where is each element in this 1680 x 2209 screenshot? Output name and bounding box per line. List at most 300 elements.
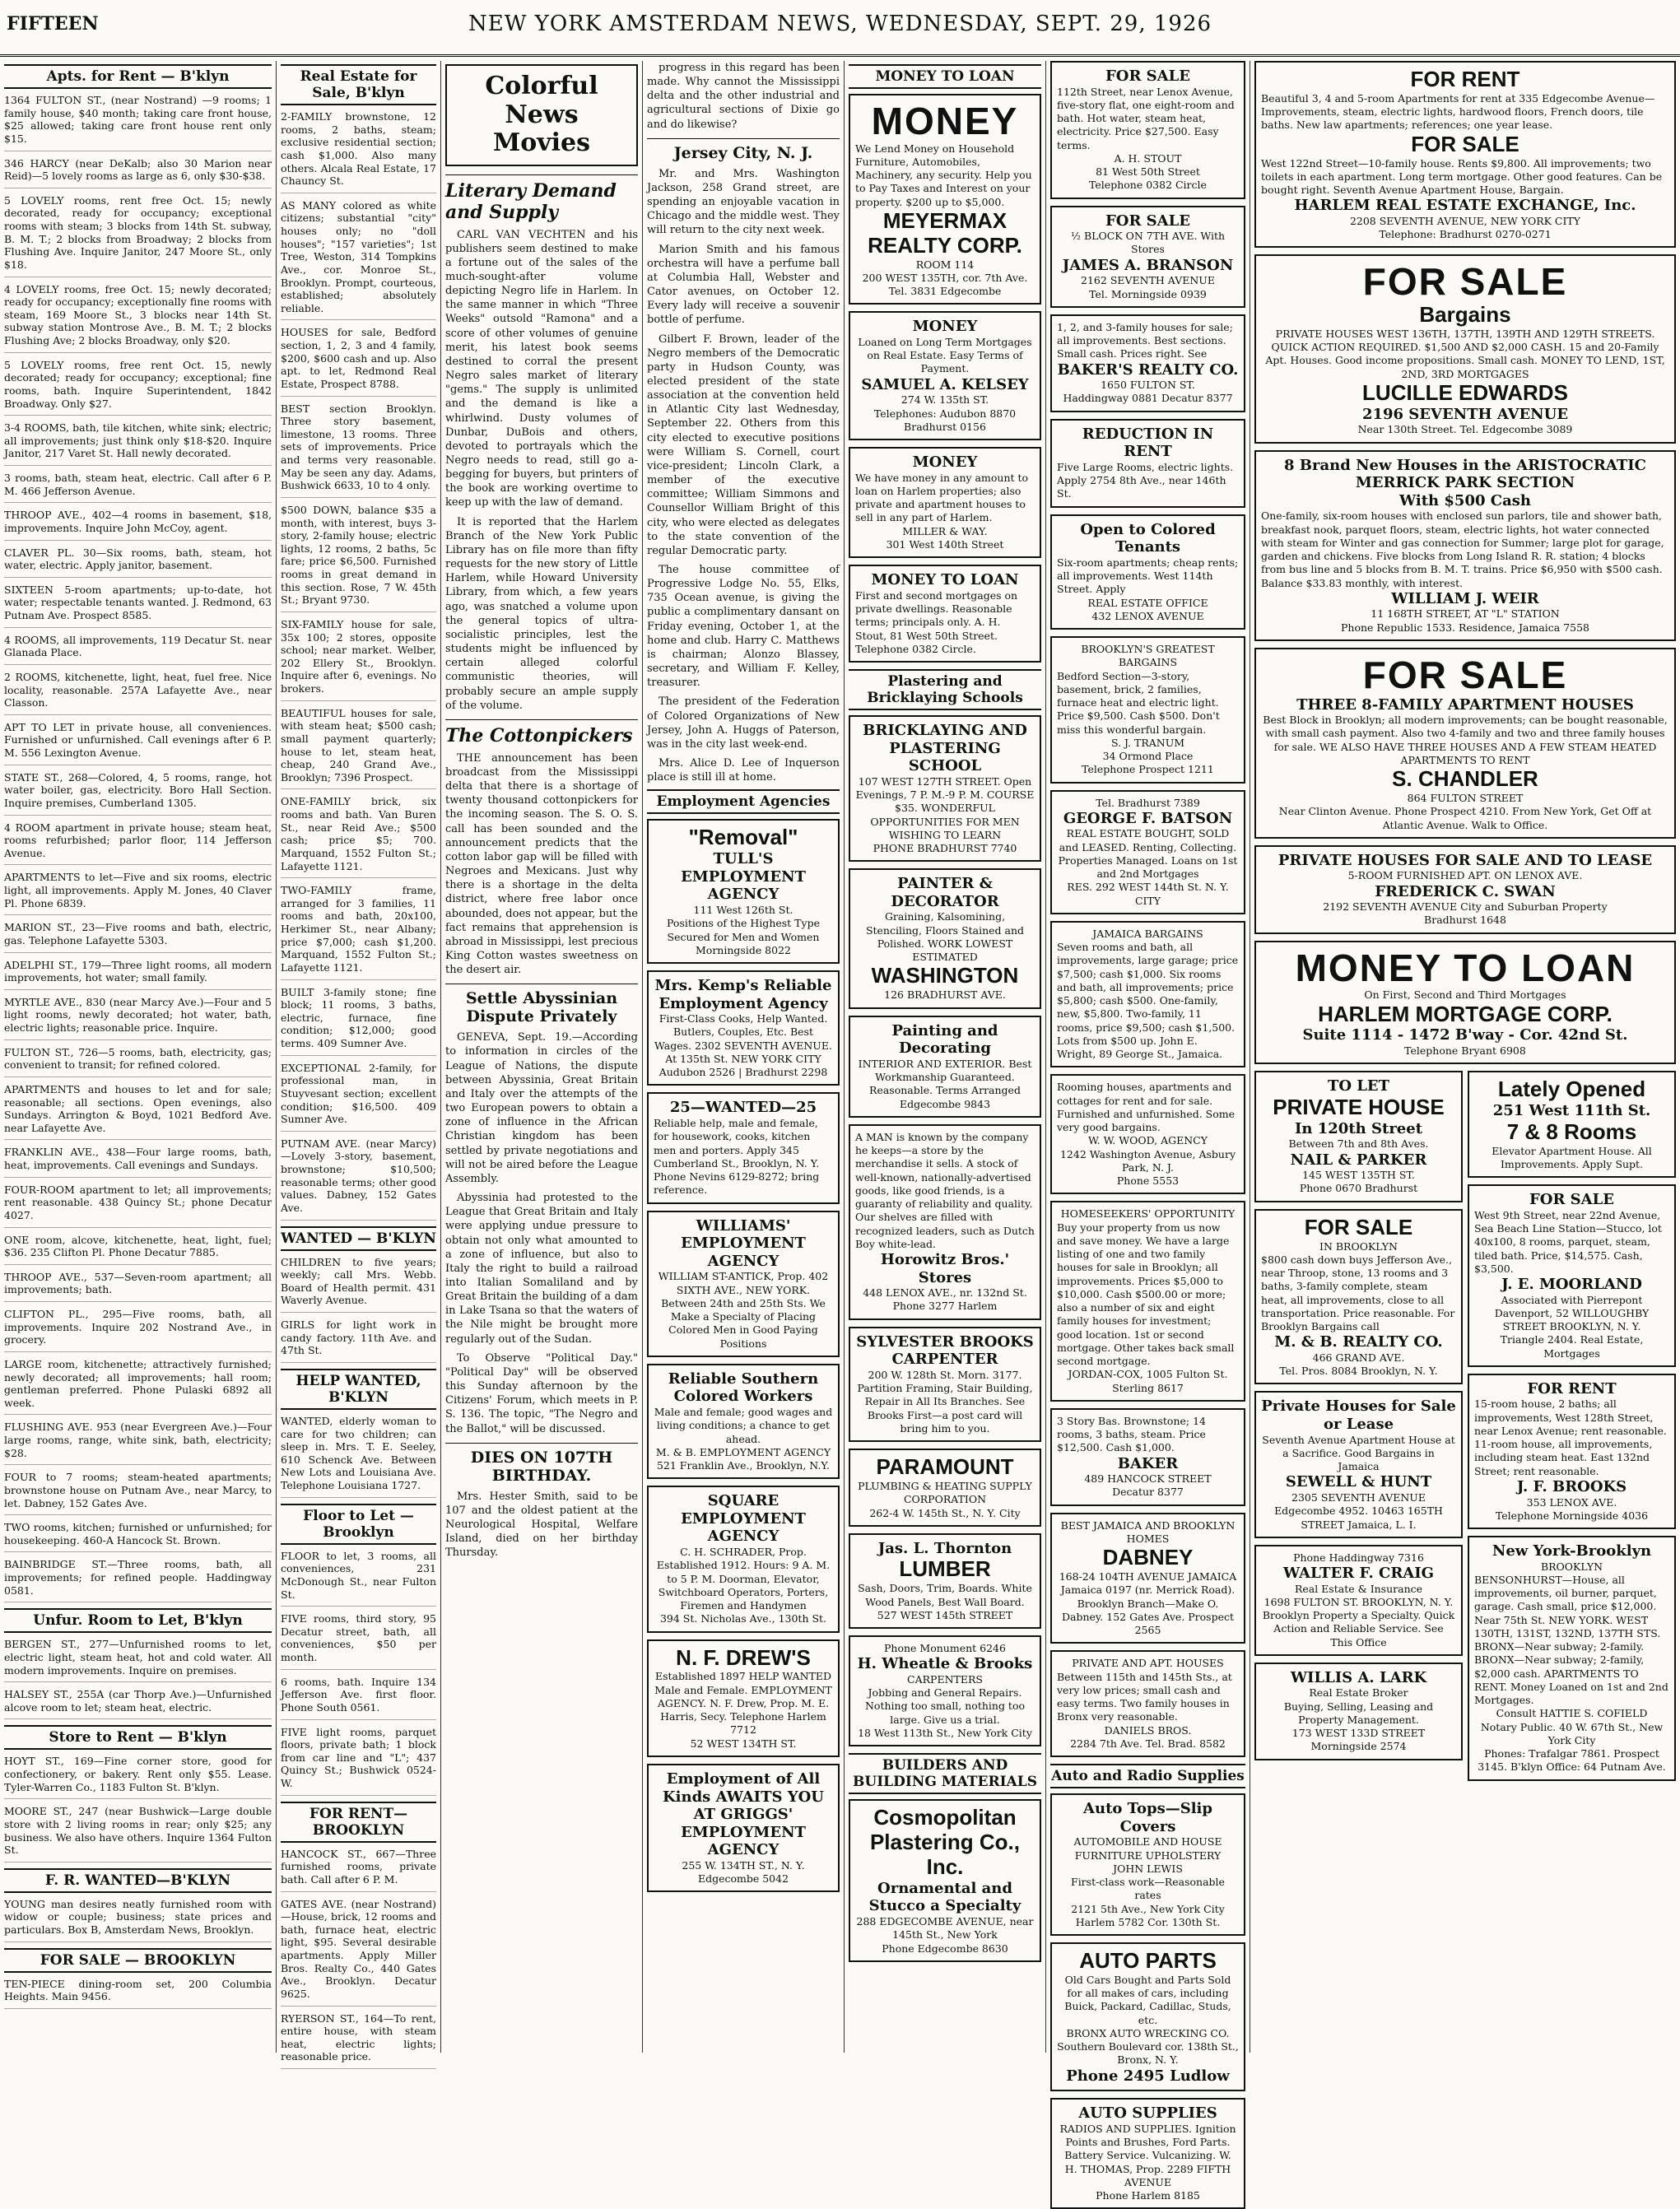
ad-address: 1650 FULTON ST. [1101,379,1195,392]
ad-name: SAMUEL A. KELSEY [861,375,1029,393]
ad-name: MEYERMAX REALTY CORP. [868,207,1022,258]
ad-address: 52 WEST 134TH ST. [690,1737,797,1750]
ad-phone: Phones: Trafalgar 7861. Prospect 3145. B'klyn Office: 64 Putnam Ave. [1478,1747,1666,1774]
ad-sub: First-class work—Reasonable rates [1071,1876,1225,1902]
ad-title: MONEY [912,453,978,472]
classified-ad: 346 HARCY (near DeKalb; also 30 Marion near Reid)—5 lovely rooms as large as 6, only $30-$38. [4,157,272,188]
section-header: FOR RENT—BROOKLYN [281,1802,436,1843]
ad-title: SYLVESTER BROOKS CARPENTER [856,1332,1034,1369]
ad-name: SEWELL & HUNT [1285,1473,1432,1491]
stout-loan-ad [849,565,1041,663]
classified-ad: FIVE light rooms, parquet floors, private bath; 1 block from car line and "L"; 437 Quincy St.; Bushwick 0524-W. [281,1726,436,1796]
ad-title: Private Houses for Sale or Lease [1261,1397,1456,1434]
classified-ad: GATES AVE. (near Nostrand)—House, brick, 12 rooms and bath, furnace heat, electric light, $95. Several desirable apartments. Apply Miller Bros. Realty Co., 440 Gates Ave., Brooklyn. Decatur 9625. [281,1898,436,2007]
classified-ad: LARGE room, kitchenette; attractively furnished; newly decorated; all improvements; hall room; gentleman preferred. Phone Pulaski 6892 all week. [4,1358,272,1416]
ad-address: Suite 1114 - 1472 B'way - Cor. 42nd St. [1302,1026,1628,1044]
ad-list [4,1638,272,1719]
article-paragraph: Mr. and Mrs. Washington Jackson, 258 Grand street, are spending an enjoyable vacation in Chicago and the middle west. They will return to the city next week. [647,167,840,237]
article-paragraph: To Observe "Political Day." "Political Day" will be observed this Sunday afternoon by the Citizens' Forum, which meets in P. S. 136. The topic, "The Negro and the Ballot," will be discussed. [445,1351,638,1435]
ad-address: 255 W. 134TH ST., N. Y. [682,1858,805,1872]
ad-title: MONEY [912,318,978,336]
headline-line-1: Colorful News [485,72,598,129]
section-header: Floor to Let — Brooklyn [281,1504,436,1545]
jordan-cox-ad [1050,1201,1245,1402]
subheading: Literary Demand and Supply [445,174,638,223]
wanted-ad [647,1092,840,1203]
ad-title: Auto Tops—Slip Covers [1083,1800,1212,1835]
ad-address: 200 WEST 135TH, cor. 7th Ave. [862,271,1028,284]
ad-address: RES. 292 WEST 144th St. N. Y. CITY [1067,881,1229,907]
ad-text: Buying, Selling, Leasing and Property Management. [1283,1700,1434,1726]
ad-name: BAKER'S REALTY CO. [1057,360,1239,379]
ad-list [4,1755,272,1862]
ad-list [281,1848,436,2069]
ad-address: 34 Ormond Place [1102,750,1194,762]
ad-address: 2305 SEVENTH AVENUE [1291,1491,1426,1504]
ad-name: Consult HATTIE S. COFIELD [1496,1707,1648,1720]
ad-text: First and second mortgages on private dwellings. Reasonable terms; principals only. A. H. Stout, 81 West 50th Street. Telephone 0382 Circle. [855,588,1018,655]
ad-list [4,1898,272,1942]
auto-tops-ad [1050,1793,1245,1936]
ad-phone: Phone Haddingway 7316 [1293,1551,1424,1564]
ad-phone: Telephone: Bradhurst 0270-0271 [1379,228,1552,241]
ad-text: 112th Street, near Lenox Avenue, five-story flat, one eight-room and bath. Hot water, steam heat, electricity. Price $27,500. Easy terms. [1057,85,1235,151]
ad-name: NAIL & PARKER [1290,1151,1427,1169]
ad-phone: Phone 3277 Harlem [892,1300,998,1313]
ad-text: Loaned on Long Term Mortgages on Real Estate. Easy Terms of Payment. [858,335,1032,375]
ad-address: 126 BRADHURST AVE. [884,988,1006,1002]
classified-ad: APT TO LET in private house, all conveniences. Furnished or unfurnished. Call evenings after 6 P. M. 556 Lexington Avenue. [4,721,272,765]
ad-title: New York-Brooklyn [1492,1542,1652,1560]
ad-title: Reliable Southern Colored Workers [668,1370,819,1406]
classified-ad: BUILT 3-family stone; fine block; 11 rooms, 3 baths, electric, furnace, fine condition; $12,000; good terms. 409 Sumner Ave. [281,986,436,1056]
ad-text: Five Large Rooms, electric lights. Apply 2754 8th Ave., near 146th St. [1057,460,1234,500]
classified-ad: 3-4 ROOMS, bath, tile kitchen, white sink; electric; all improvements; just think only $18-$20. Inquire Janitor, 217 Varet St. Hall newly decorated. [4,421,272,466]
ad-text: In 120th Street [1294,1119,1423,1137]
article-paragraph: THE announcement has been broadcast from the Mississippi delta that there is a shortage of twenty thousand cottonpickers for the incoming season. The S. O. S. call has been sounded and the announcement predicts that the cotton labor gap will be filled with Negroes and Mexicans. Just why there is a shortage in the delta district, where free labor once abounded, does not appear, but the fact remains that apprehension is abroad in Mississippi, lest precious King Cotton wastes sweetness on the desert air. [445,751,638,977]
lark-ad [1254,1663,1463,1760]
ad-title: AUTO PARTS [1079,1948,1217,1974]
ad-phone: Edgecombe 4952. 10463 165TH STREET Jamaica, L. I. [1274,1504,1443,1531]
ad-address: 353 LENOX AVE. [1526,1495,1617,1509]
ad-phone: Audubon 2526 | Bradhurst 2298 [659,1066,828,1079]
ad-title: Jas. L. Thornton [877,1539,1012,1557]
subheading: DIES ON 107TH BIRTHDAY. [445,1443,638,1485]
dabney-ad [1050,1513,1245,1644]
ad-text: We Lend Money on Household Furniture, Automobiles, Machinery, any security. Help you to Pay Taxes and Interest on your property. $200 up to $5,000. [855,142,1032,208]
ad-title: FOR SALE [1105,67,1191,85]
ad-title: Open to Colored Tenants [1080,520,1216,556]
ad-title: Cosmopolitan Plastering Co., Inc. [869,1805,1021,1879]
kemps-agency-ad [647,970,840,1086]
ad-address: 18 West 113th St., New York City [858,1726,1032,1739]
ad-list [281,1415,436,1498]
painter-decorator-ad [849,868,1041,1008]
ad-title: FOR SALE [1362,653,1568,696]
cosmopolitan-ad [849,1799,1041,1962]
paragraphs [445,1490,638,1560]
ad-address: 466 GRAND AVE. [1312,1351,1405,1364]
ad-text: 107 WEST 127TH STREET. Open Evenings, 7 P. M.-9 P. M. COURSE $35. WONDERFUL OPPORTUNITIES FOR MEN WISHING TO LEARN [855,774,1035,841]
meyermax-ad [849,94,1041,305]
ad-name: JOHN LEWIS [1113,1862,1183,1875]
miller-way-ad [849,447,1041,558]
ad-address: 2121 5th Ave., New York City [1071,1902,1225,1915]
ad-name: WILLIS A. LARK [1290,1668,1427,1686]
ad-title: FOR SALE [1529,1191,1615,1209]
classified-ad: MARION ST., 23—Five rooms and bath, electric, gas. Telephone Lafayette 5303. [4,921,272,952]
ad-text: 1, 2, and 3-family houses for sale; all improvements. Best sections. Small cash. Prices right. See [1057,320,1233,360]
paragraphs [445,751,638,978]
classified-ad: BAINBRIDGE ST.—Three rooms, bath, all improvements; for refined people. Haddingway 0581. [4,1558,272,1602]
jamaica-bargains-ad [1050,921,1245,1068]
ad-name: GEORGE F. BATSON [1063,809,1233,827]
ad-list [281,1256,436,1363]
classified-ad: HALSEY ST., 255A (car Thorp Ave.)—Unfurnished alcove room to let; steam heat, electric. [4,1688,272,1719]
ad-address: Southern Boulevard cor. 138th St., Bronx, N. Y. [1057,2040,1239,2067]
ad-title: FOR SALE [1105,212,1191,230]
ad-text: West 122nd Street—10-family house. Rents $9,800. All improvements; two toilets in each apartment. Long term mortgage. Other good features. Can be bought right. Seventh Avenue Apartment House, Bargain. [1261,156,1663,197]
painting-decorating-ad [849,1016,1041,1118]
classified-ad: SIX-FAMILY house for sale, 35x 100; 2 stores, opposite school; near market. Welber, 202 Ellery St., Brooklyn. Inquire after 6, evenings. No brokers. [281,618,436,701]
paramount-ad [849,1449,1041,1527]
article-paragraph: Gilbert F. Brown, leader of the Negro members of the Democratic party in Hudson County, was elected president of the state association at the convention held in Atlantic City last Wednesday, September 22. Others from this city elected to executive positions were William S. Cornell, court vice-president; Lincoln Clark, a member of the executive committee; William Simmons and Counsellor William Bright of this city, who were elected as delegates to the state convention of the regular Democratic party. [647,333,840,557]
classified-ad: BEAUTIFUL houses for sale, with steam heat; $500 cash; small payment quarterly; house to let, steam heat, cheap, 240 Grand Ave., Brooklyn; 7396 Prospect. [281,707,436,790]
edgecombe-rent-ad [1254,61,1676,248]
classified-ad: FRANKLIN AVE., 438—Four large rooms, bath, heat, improvements. Call evenings and Sundays. [4,1146,272,1177]
cofield-ad [1468,1536,1676,1781]
ad-address: 432 LENOX AVENUE [1091,609,1204,622]
classified-ad: FOUR to 7 rooms; steam-heated apartments; brownstone house on Putnam Ave., near Marcy, to let. Dabney, 152 Gates Ave. [4,1471,272,1515]
classified-ad: FIVE rooms, third story, 95 Decatur street, bath, all conveniences, $50 per month. [281,1612,436,1670]
classified-ad: PUTNAM AVE. (near Marcy)—Lovely 3-story, basement, brownstone; $10,500; reasonable terms; other good values. Dabney, 152 Gates Ave. [281,1137,436,1221]
classified-ad: HOUSES for sale, Bedford section, 1, 2, 3 and 4 family, $200, $600 cash and up. Also apt. to let, Redmond Real Estate, Prospect 8788. [281,326,436,396]
classified-ad: 3 rooms, bath, steam heat, electric. Call after 6 P. M. 466 Jefferson Avenue. [4,472,272,503]
ad-address: 111 West 126th St. [693,904,793,917]
ad-sub: IN BROOKLYN [1319,1239,1398,1253]
classified-ad: 1364 FULTON ST., (near Nostrand) —9 rooms; 1 family house, $40 month; taking care front house, $25 allowed; taking care front house rent only $15. [4,94,272,151]
lucille-edwards-ad [1254,254,1676,443]
chandler-ad [1254,648,1676,839]
ad-phone: Haddingway 0881 Decatur 8377 [1063,392,1233,405]
ad-phone: Telephone Prospect 1211 [1082,763,1214,776]
mb-realty-ad [1254,1209,1463,1385]
baker-brownstone-ad [1050,1408,1245,1506]
ad-address: 173 WEST 133D STREET [1291,1727,1426,1740]
ad-phone: Phone 5553 [1116,1174,1180,1188]
classified-ad: 2-FAMILY brownstone, 12 rooms, 2 baths, steam; exclusive residential section; cash $1,000. Also many others. Alcala Real Estate, 17 Chauncy St. [281,110,436,193]
ad-phone: Phone Republic 1533. Residence, Jamaica 7558 [1340,621,1590,634]
ad-title: Real Estate & Insurance [1294,1582,1423,1595]
classified-ad: ADELPHI ST., 179—Three light rooms, all modern improvements, hot water; small family. [4,959,272,990]
auto-parts-ad [1050,1942,1245,2091]
ad-text: Graining, Kalsomining, Stenciling, Floors Stained and Polished. WORK LOWEST ESTIMATED [865,910,1025,964]
classified-ad: WANTED, elderly woman to care for two children; can sleep in. Mrs. T. E. Seeley, 610 Schenck Ave. Between New Lots and Louisiana Ave. Telephone Louisiana 1727. [281,1415,436,1498]
ad-address: 251 West 111th St. [1492,1102,1651,1120]
masthead [0,0,1680,57]
ad-list [281,1550,436,1796]
ad-phone: Phone Monument 6246 [884,1642,1006,1655]
column-1 [0,61,276,2053]
ad-title: "Removal" [688,825,798,850]
ad-stack-right [1468,1071,1676,1787]
brooks-carpenter-ad [849,1327,1041,1442]
ad-address: Notary Public. 40 W. 67th St., New York City [1480,1720,1664,1746]
classified-ad: FOUR-ROOM apartment to let; all improvements; rent reasonable. 438 Quincy St.; phone Decatur 4027. [4,1184,272,1228]
tulls-agency-ad [647,819,840,964]
ad-list [281,110,436,1221]
ad-phone: Telephone Morningside 4036 [1495,1509,1649,1522]
section-header: BUILDERS AND BUILDING MATERIALS [849,1753,1041,1794]
ad-text: Old Cars Bought and Parts Sold for all makes of cars, including Buick, Packard, Cadillac, Studs, etc. [1064,1973,1231,2026]
ad-text: Seventh Avenue Apartment House at a Sacrifice. Good Bargains in Jamaica [1262,1433,1455,1473]
ad-title: PAINTER & DECORATOR [891,875,999,910]
classified-ad: FULTON ST., 726—5 rooms, bath, electricity, gas; convenient to transit; for refined colored. [4,1046,272,1077]
classified-ad: 4 LOVELY rooms, free Oct. 15; newly decorated; ready for occupancy; exceptionally fine rooms with steam, 169 Moore St., 3 blocks near 14th St. subway station Montrose Ave., B. M. T.; 2 blocks Flushing Ave; 2 blocks Broadway, only $20. [4,283,272,353]
section-header: Plastering and Bricklaying Schools [849,669,1041,710]
ad-text: Seven rooms and bath, all improvements, large garage; price $7,500; cash $1,000. Six rooms and bath, all improvements; price $5,800; cash $500. One-family, new, $5,800. Two-family, 11 rooms, price $9,500; cash $1,500. Lots from $500 up. John E. Wright, 89 George St., Jamaica. [1057,941,1239,1061]
brooks-rent-ad [1468,1374,1676,1529]
ad-phone: Phone 0670 Bradhurst [1299,1182,1418,1195]
ad-text: Buy your property from us now and save money. We have a large listing of one and two family houses for sale in Brooklyn; all improvements. Prices $5,000 to $10,000. Cash $500.00 or more; also a number of six and eight family houses for investment; good location. 1st or second mortgage. Other takes back small second mortgage. [1057,1221,1235,1368]
ad-name: WALTER F. CRAIG [1282,1565,1435,1582]
ad-title: PARAMOUNT [876,1454,1014,1480]
ad-text: INTERIOR AND EXTERIOR. Best Workmanship Guaranteed. Reasonable. Terms Arranged [858,1057,1032,1097]
classified-ad: MOORE ST., 247 (near Bushwick—Large double store with 2 living rooms in rear; only $25; any business. We also have others. Inquire 1364 Fulton St. [4,1805,272,1863]
ad-title: BROOKLYN'S GREATEST BARGAINS [1081,643,1215,669]
ad-text: Positions of the Highest Type Secured for Men and Women [667,917,820,943]
ad-phone: Edgecombe 9843 [899,1097,991,1110]
ad-name: JORDAN-COX, 1005 Fulton St. [1068,1368,1228,1381]
kelsey-ad [849,311,1041,440]
ad-text: Male and female; good wages and living conditions; a chance to get ahead. [654,1406,833,1445]
classified-ad: ONE room, alcove, kitchenette, heat, light, fuel; $36. 235 Clifton Pl. Phone Decatur 7885. [4,1234,272,1265]
paragraphs [445,228,638,713]
ad-title: 25—WANTED—25 [669,1099,817,1117]
ad-text: $800 cash down buys Jefferson Ave., near Throop, stone, 13 rooms and 3 baths, 3-family complete, steam heat, all improvements, close to all transportation. Price reasonable. For Brooklyn Bargains call [1261,1253,1455,1333]
ad-name: BRONX AUTO WRECKING CO. [1066,2026,1230,2039]
ad-address: 2208 SEVENTH AVENUE, NEW YORK CITY [1349,214,1581,227]
ad-sub: CARPENTERS [907,1672,983,1686]
ad-sub: 7 & 8 Rooms [1506,1118,1637,1144]
colored-tenants-ad [1050,514,1245,630]
auto-supplies-ad [1050,2098,1245,2209]
section-header: WANTED — B'KLYN [281,1226,436,1251]
batson-ad [1050,790,1245,914]
classified-ad: CLIFTON PL., 295—Five rooms, bath, all improvements. Inquire 202 Nostrand Ave., in grocery. [4,1308,272,1352]
section-header: Unfur. Room to Let, B'klyn [4,1608,272,1633]
ad-name: FREDERICK C. SWAN [1375,882,1556,900]
column-5 [844,61,1045,2053]
section-header: Apts. for Rent — B'klyn [4,64,272,89]
ad-address: 262-4 W. 145th St., N. Y. City [869,1506,1021,1519]
classified-ad: TWO-FAMILY frame, arranged for 3 families, 11 rooms and bath, 20x100, Herkimer St., near Albany; price $7,000; cash $1,200. Marquand, 1552 Fulton St.; Lafayette 1121. [281,884,436,979]
ad-title: MONEY [871,100,1019,142]
ad-name: BAKER [1117,1454,1179,1472]
wheatle-brooks-ad [849,1635,1041,1746]
ad-sub: 5-ROOM FURNISHED APT. ON LENOX AVE. [1347,869,1583,882]
ad-phone: Sterling 8617 [1112,1381,1184,1394]
daniels-bros-ad [1050,1650,1245,1757]
headline-line-2: Movies [492,128,591,157]
column-3 [440,61,642,2053]
ad-text: Jamaica 0197 (nr. Merrick Road). Brooklyn Branch—Make O. Dabney. 152 Gates Ave. Prospect 2565 [1060,1584,1236,1637]
ad-title: BRICKLAYING AND PLASTERING SCHOOL [863,722,1027,775]
ad-title: MONEY TO LOAN [871,571,1019,589]
ad-name: MILLER & WAY. [902,524,988,537]
ad-address: 11 168TH STREET, AT "L" STATION [1371,607,1560,621]
ad-phone: Bradhurst 1648 [1424,914,1506,927]
ad-title: PRIVATE AND APT. HOUSES [1072,1657,1224,1670]
ad-text: Bedford Section—3-story, basement, brick, 2 families, furnace heat and electric light. Price $9,500. Cash $500. Don't miss this wonderful bargain. [1057,669,1220,736]
ad-title: MONEY TO LOAN [1295,946,1636,989]
ad-title: SQUARE EMPLOYMENT AGENCY [681,1492,806,1546]
square-agency-ad [647,1486,840,1632]
ad-text: RADIOS AND SUPPLIES. Ignition Points and Brushes, Ford Parts. Battery Service. Vulcanizing. W. H. THOMAS, Prop. 2289 FIFTH AVENUE [1059,2122,1236,2188]
section-header: Auto and Radio Supplies [1050,1764,1245,1788]
drews-agency-ad [647,1639,840,1757]
ad-phone: Near Clinton Avenue. Phone Prospect 4210. From New York, Get Off at Atlantic Avenue. Walk to Office. [1278,805,1652,831]
ad-text: C. H. SCHRADER, Prop. Established 1912. Hours: 9 A. M. to 5 P. M. Doorman, Elevator, Switchboard Operators, Porters, Firemen and Handymen [656,1546,831,1612]
classified-ad: APARTMENTS and houses to let and for sale; reasonable; all sections. Open evenings, also Sundays. Arrington & Boyd, 1021 Bedford Ave. near Lafayette Ave. [4,1083,272,1141]
ad-title: N. F. DREW'S [676,1644,811,1670]
classified-ad: EXCEPTIONAL 2-family, for professional man, in Stuyvesant section; excellent condition; $16,500. 409 Sumner Ave. [281,1062,436,1132]
ad-list [4,1978,272,2009]
ad-text: Rooming houses, apartments and cottages for rent and for sale. Furnished and unfurnished. Some very good bargains. [1057,1081,1236,1134]
ad-text: A MAN is known by the company he keeps—a store by the merchandise it sells. A stock of well-known, nationally-advertised goods, like good friends, is a guaranty of reliability and quality. Our shelves are filled with recognized leaders, such as Dutch Boy white-lead. [855,1130,1035,1250]
ad-phone: Decatur 8377 [1112,1486,1184,1499]
article-paragraph: CARL VAN VECHTEN and his publishers seem destined to make a fortune out of the sales of the much-sought-after volume depicting Negro life in Harlem. In the same manner in which "Three Weeks" outsold "Ramona" and a score of other volumes of genuine merit, his latest book seems destined to corral the present Negro sales market of literary "gems." The supply is unlimited and the demand is like a whirlwind. Dusty volumes of Dunbar, DuBois and others, devoted to portrayals which the Negro needs to read, still go a-begging for buyers, but printers of the book are working overtime to keep up with the law of demand. [445,228,638,509]
ad-phone: Edgecombe 5042 [697,1872,789,1886]
ad-row [1254,1071,1676,1787]
page-number: FIFTEEN [7,13,99,35]
ad-stack-left [1254,1071,1463,1787]
reduction-rent-ad [1050,419,1245,508]
ad-phone: Telephone Bryant 6908 [1404,1044,1526,1058]
ad-phone: Telephone 0382 Circle [1089,179,1207,192]
paper-title: NEW YORK AMSTERDAM NEWS, WEDNESDAY, SEPT. 29, 1926 [468,12,1212,36]
ad-text: PRIVATE HOUSES WEST 136TH, 137TH, 139TH AND 129TH STREETS. QUICK ACTION REQUIRED. $1,500 AND $2,000 CASH. 15 and 20-Family Apt. Houses. Good income propositions. Small cash. MONEY TO LEND, 1ST, 2ND, 3RD MORTGAGES [1265,327,1665,380]
ad-address: 145 WEST 135TH ST. [1302,1169,1415,1182]
ad-phone: Morningside 2574 [1310,1740,1407,1753]
ad-text: Best Block in Brooklyn; all modern improvements; can be bought reasonable, with small cash payment. Also two 4-family and two and three family houses for sale. WE ALSO HAVE THREE HOUSES AND A FEW STEAM HEATED APARTMENTS TO RENT [1263,714,1668,766]
ad-phone: Harlem 5782 Cor. 130th St. [1075,1915,1221,1928]
moorland-ad [1468,1184,1676,1367]
ad-room: ROOM 114 [915,258,975,271]
classified-ad: THROOP AVE., 402—4 rooms in basement, $18, improvements. Inquire John McCoy, agent. [4,509,272,540]
section-header: Real Estate for Sale, B'klyn [281,64,436,105]
ad-address: 2284 7th Ave. Tel. Brad. 8582 [1070,1737,1226,1750]
ad-text: Established 1897 HELP WANTED Male and Female. EMPLOYMENT AGENCY. N. F. Drew, Prop. M. E. Harris, Secy. Telephone Harlem 7712 [654,1670,832,1737]
southern-workers-ad [647,1364,840,1479]
article-paragraph: GENEVA, Sept. 19.—According to information in circles of the League of Nations, the dispute between Abyssinia, Great Britain and Italy over the attempts of the two European powers to obtain a zone of influence in the African Christian kingdom has been settled by private negotiations and will not be aired before the League Assembly. [445,1031,638,1185]
ad-text: BENSONHURST—House, all improvements, oil burner, parquet, garage. Cash small, price $12,000. Near 75th St. NEW YORK. WEST 130TH, 131ST, 132ND, 137TH STS. BRONX—Near subway; 2-family. BRONX—Near subway; 2-family, $2,000 cash. APARTMENTS TO RENT. Money Loaned on 1st and 2nd Mortgages. [1474,1573,1668,1707]
ad-name: DABNEY [1102,1545,1194,1570]
ad-address: 394 St. Nicholas Ave., 130th St. [659,1612,827,1625]
ad-address: 448 LENOX AVE., nr. 132nd St. [863,1286,1027,1300]
ad-address: 274 W. 135th ST. [900,393,989,407]
ad-address: 2192 SEVENTH AVENUE City and Suburban Property [1323,900,1608,914]
ad-text: 15-room house, 2 baths; all improvements, West 128th Street, near Lenox Avenue; rent reasonable. 11-room house, all improvements, including steam heat. East 132nd Street; rent reasonable. [1474,1397,1667,1477]
classified-ad: HANCOCK ST., 667—Three furnished rooms, private bath. Call after 6 P. M. [281,1848,436,1892]
ad-sub: Bargains [1419,301,1511,327]
classified-ad: $500 DOWN, balance $35 a month, with interest, buys 3-story, 2-family house; electric lights, 12 rooms, 2 baths, 5c fare; price $6,500. Furnished rooms in great demand in this section. Rose, 7 W. 45th St.; Bryant 9730. [281,504,436,612]
ad-text: Between 115th and 145th Sts., at very low prices; small cash and easy terms. Two family houses in Bronx very reasonable. [1057,1670,1232,1723]
ad-name: J. E. MOORLAND [1501,1276,1642,1294]
griggs-agency-ad [647,1764,840,1892]
section-header: HELP WANTED, B'KLYN [281,1369,436,1410]
classified-ad: TWO rooms, kitchen; furnished or unfurnished; for housekeeping. 460-A Hancock St. Brown. [4,1521,272,1552]
ad-text: We have money in any amount to loan on Harlem properties; also private and apartment houses to sell in any part of Harlem. [855,471,1029,524]
ad-text: ½ BLOCK ON 7TH AVE. With Stores [1070,230,1226,256]
article-paragraph: The president of the Federation of Colored Organizations of New Jersey, John A. Huggs of Paterson, was in the city last week-end. [647,695,840,751]
thornton-lumber-ad [849,1533,1041,1629]
classified-ad: 2 ROOMS, kitchenette, light, heat, fuel free. Nice locality, reasonable. 257A Lafayette Ave., near Classon. [4,671,272,715]
ad-text: One-family, six-room houses with enclosed sun parlors, tile and shower bath, breakfast nook, parquet floors, steam, electric lights, hot water connected with steam for Winter and gas connection for Summer; large plot for garage, garden and chickens. Five blocks from Long Island R. R. station; 4 blocks from bus line and 5 blocks from B. M. T. trains. Price $6,950 with $500 cash. Balance $33.83 monthly, with interest. [1261,509,1664,589]
ad-name: M. & B. EMPLOYMENT AGENCY [655,1445,831,1458]
section-header: F. R. WANTED—B'KLYN [4,1868,272,1893]
column-6 [1045,61,1250,2202]
classified-ad: BERGEN ST., 277—Unfurnished rooms to let, electric light, steam heat, hot and cold water. All modern improvements. Inquire on premises. [4,1638,272,1682]
ad-title: Mrs. Kemp's Reliable Employment Agency [654,977,832,1012]
ad-address: 301 West 140th Street [886,537,1004,551]
williams-agency-ad [647,1211,840,1357]
classified-ad: 5 LOVELY rooms, rent free Oct. 15; newly decorated, ready for occupancy; exceptional rooms with steam; 3 blocks from 14th St. subway, B. M. T.; 2 blocks from Broadway; 2 blocks from Flushing Ave. Inquire Janitor, 247 Moore St., only $18. [4,194,272,277]
ad-list [4,94,272,1602]
ad-phone: Tel. Pros. 8084 Brooklyn, N. Y. [1279,1365,1438,1378]
section-header: Store to Rent — B'klyn [4,1725,272,1750]
ad-name: WASHINGTON [871,963,1019,988]
ad-title: FOR SALE [1362,260,1568,304]
section-header: MONEY TO LOAN [849,64,1041,89]
ad-name: A. H. STOUT [1114,151,1182,165]
ad-name: S. J. TRANUM [1110,736,1185,749]
wood-agency-ad [1050,1074,1245,1194]
ad-address: 81 West 50th Street [1096,165,1200,179]
ad-title: AUTO SUPPLIES [1078,2104,1217,2123]
classified-ad: CHILDREN to five years; weekly; call Mrs. Webb. Board of Health permit. 431 Waverly Avenue. [281,1256,436,1314]
ad-phone: Tel. Morningside 0939 [1089,287,1207,300]
ad-title: Lately Opened [1497,1077,1646,1102]
article-paragraph: Abyssinia had protested to the League that Great Britain and Italy were applying undue pressure to obtain not only what amounted to a zone of influence, but also to Italy the right to build a railroad into Italian Somaliland and by Great Britain the building of a dam in Lake Tsana so that the waters of the Nile might be brought more regularly out of the Sudan. [445,1192,638,1346]
ad-title: 8 Brand New Houses in the ARISTOCRATIC MERRICK PARK SECTION [1284,456,1646,492]
feature-headline [445,64,638,166]
ad-title: JAMAICA BARGAINS [1092,927,1203,940]
ad-text: Elevator Apartment House. All Improvements. Apply Supt. [1492,1144,1652,1170]
ad-phone: Telephones: Audubon 8870 Bradhurst 0156 [873,407,1017,433]
article-paragraph: It is reported that the Harlem Branch of the New York Public Library has on file more than fifty requests for the new story of Little Harlem, while Howard University Library, from which, a few years ago, was snatched a volume upon the general topics of ultra-socialistic principles, lest the students might be influenced by certain alleged colorful communistic theories, will probably secure an ample supply of the volume. [445,515,638,712]
ad-address: Associated with Pierrepont Davenport, 52 WILLOUGHBY STREET BROOKLYN, N. Y. [1494,1293,1650,1333]
ad-phone: Near 130th Street. Tel. Edgecombe 3089 [1357,423,1573,436]
weir-merrick-park-ad [1254,450,1676,641]
ad-phone: Phone Edgecombe 8630 [882,1942,1008,1955]
section-header: Employment Agencies [647,789,840,814]
classified-ad: 6 rooms, bath. Inquire 134 Jefferson Ave. first floor. Phone South 0561. [281,1676,436,1720]
ad-name: S. CHANDLER [1392,766,1538,792]
article-paragraph: The house committee of Progressive Lodge No. 55, Elks, 735 Ocean avenue, is giving the public a complimentary dansant on Friday evening, October 1, at the home and club. Harry C. Matthews is chairman; Alonzo Blassey, secretary, and William F. Kelley, treasurer. [647,564,840,690]
nail-parker-ad [1254,1071,1463,1202]
ad-phone: Phone 2495 Ludlow [1066,2067,1230,2085]
paragraphs [647,61,840,132]
ad-name: WILLIAM J. WEIR [1391,589,1539,607]
ad-phone: Phone Harlem 8185 [1096,2189,1200,2202]
ad-name: J. F. BROOKS [1516,1477,1627,1495]
ad-address: 521 Franklin Ave., Brooklyn, N.Y. [656,1459,831,1472]
ad-title: BEST JAMAICA AND BROOKLYN HOMES [1060,1518,1236,1545]
ad-text: Beautiful 3, 4 and 5-room Apartments for rent at 335 Edgecombe Avenue—Improvements, steam, electric lights, hardwood floors, French doors, tile baths. New law apartments; references; one year lease. [1261,91,1655,132]
subheading-line-1: Settle Abyssinian [465,989,618,1008]
classified-ad: 4 ROOM apartment in private house; steam heat, rooms refurbished; parlor floor, 114 Jefferson Avenue. [4,821,272,866]
